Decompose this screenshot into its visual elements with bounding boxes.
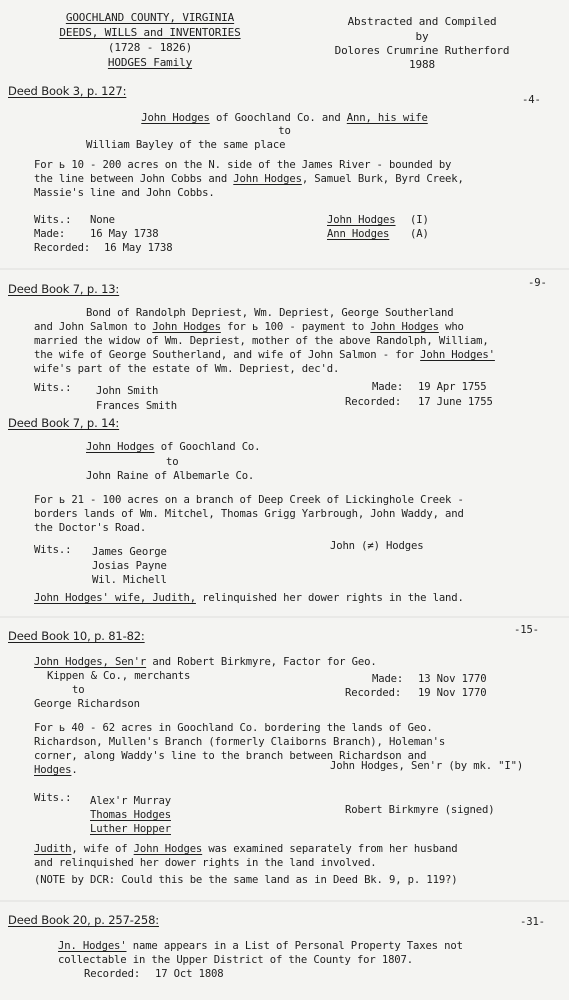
dower-note: and relinquished her dower rights in the land involved. — [34, 857, 377, 869]
entry-strip — [0, 270, 569, 616]
body-line — [34, 173, 464, 186]
text-run: who — [438, 321, 464, 333]
person-name: John Hodges — [86, 441, 155, 453]
grantee-line: John Raine of Albemarle Co. — [86, 470, 255, 482]
text-run: of Goochland Co. — [154, 441, 261, 453]
body-line — [34, 321, 464, 334]
text-run: and John Salmon to — [34, 321, 153, 333]
header-strip — [0, 0, 569, 268]
recorded-date: 17 June 1755 — [418, 396, 493, 408]
person-name: Ann, his wife — [346, 112, 428, 124]
grantee-line: William Bayley of the same place — [86, 139, 286, 151]
text-run: of Goochland Co. and — [209, 112, 347, 124]
compiler-note: (NOTE by DCR: Could this be the same land as in Deed Bk. 9, p. 119?) — [34, 874, 458, 886]
body-line: collectable in the Upper District of the County for 1807. — [58, 954, 413, 966]
entry-strip — [0, 618, 569, 900]
made-date: 16 May 1738 — [90, 228, 159, 240]
text-run: the wife of George Southerland, and wife of John Salmon - for — [34, 349, 421, 361]
witness-name: Luther Hopper — [90, 823, 171, 835]
person-name: John Hodges, Sen'r — [34, 656, 147, 668]
dower-note — [34, 592, 464, 605]
text-run: and Robert Birkmyre, Factor for Geo. — [146, 656, 377, 668]
text-run: relinquished her dower rights in the land. — [195, 592, 464, 604]
witnesses-label: Wits.: — [34, 544, 72, 556]
person-name: Judith — [34, 843, 72, 855]
body-line: For ь 21 - 100 acres on a branch of Deep Creek of Lickinghole Creek - — [34, 494, 464, 506]
body-line: corner, along Waddy's line to the branch between Richardson and — [34, 750, 427, 762]
person-name: John Hodges — [152, 321, 221, 333]
entry-number: -4- — [522, 94, 541, 106]
witness-name: James George — [92, 546, 167, 558]
signature-name: Ann Hodges — [327, 228, 390, 240]
signature-name: John Hodges, Sen'r (by mk. "I") — [330, 760, 524, 772]
signature-name: John Hodges — [327, 214, 396, 226]
entry-number: -31- — [520, 916, 545, 928]
body-line — [58, 940, 463, 953]
person-name: John Hodges' wife, Judith, — [34, 592, 196, 604]
to-word: to — [72, 684, 85, 696]
signature-mark: (A) — [410, 228, 429, 240]
witness-name: John Smith — [96, 385, 159, 397]
witness-name: Josias Payne — [92, 560, 167, 572]
signature-name: John (≠) Hodges — [330, 540, 424, 552]
header-family: HODGES Family — [107, 56, 193, 69]
text-run: , wife of — [71, 843, 134, 855]
body-line: Massie's line and John Cobbs. — [34, 187, 215, 199]
grantor-line: Kippen & Co., merchants — [47, 670, 191, 682]
recorded-label: Recorded: — [84, 968, 141, 980]
body-line: Richardson, Mullen's Branch (formerly Claiborns Branch), Holeman's — [34, 736, 446, 748]
grantee-line: George Richardson — [34, 698, 140, 710]
witness-name: None — [90, 214, 115, 226]
witness-name: Thomas Hodges — [90, 809, 171, 821]
body-line: For ь 10 - 200 acres on the N. side of the James River - bounded by — [34, 159, 452, 171]
witnesses-label: Wits.: — [34, 382, 72, 394]
body-line: the Doctor's Road. — [34, 522, 147, 534]
text-run: , Samuel Burk, Byrd Creek, — [301, 173, 464, 185]
witnesses-label: Wits.: — [34, 214, 72, 226]
body-line — [34, 764, 78, 777]
witness-name: Alex'r Murray — [90, 795, 171, 807]
grantor-line — [34, 656, 377, 669]
witness-name: Frances Smith — [96, 400, 177, 412]
body-line: For ь 40 - 62 acres in Goochland Co. bordering the lands of Geo. — [34, 722, 433, 734]
recorded-date: 19 Nov 1770 — [418, 687, 487, 699]
header-collection: DEEDS, WILLS and INVENTORIES — [59, 26, 241, 39]
header-county: GOOCHLAND COUNTY, VIRGINIA — [65, 11, 235, 24]
header-compiler: Dolores Crumrine Rutherford — [334, 44, 510, 57]
made-date: 19 Apr 1755 — [418, 381, 487, 393]
entry-number: -9- — [528, 277, 547, 289]
person-name: Hodges — [34, 764, 72, 776]
recorded-label: Recorded: — [345, 396, 402, 408]
entry-reference: Deed Book 10, p. 81-82: — [8, 629, 145, 643]
entry-number: -15- — [514, 624, 539, 636]
entry-reference: Deed Book 20, p. 257-258: — [8, 913, 159, 927]
body-line: married the widow of Wm. Depriest, mother of the above Randolph, William, — [34, 335, 489, 347]
made-date: 13 Nov 1770 — [418, 673, 487, 685]
signature-name: Robert Birkmyre (signed) — [345, 804, 495, 816]
entry-reference: Deed Book 3, p. 127: — [8, 84, 127, 98]
header-year: 1988 — [409, 58, 435, 71]
to-word: to — [278, 125, 291, 137]
body-line: borders lands of Wm. Mitchel, Thomas Grigg Yarbrough, John Waddy, and — [34, 508, 464, 520]
to-word: to — [166, 456, 179, 468]
signature-mark: (I) — [410, 214, 429, 226]
header-abstracted: Abstracted and Compiled — [347, 15, 497, 28]
text-run: was examined separately from her husband — [202, 843, 458, 855]
person-name: John Hodges — [133, 843, 203, 855]
text-run: for ь 100 - payment to — [220, 321, 371, 333]
made-label: Made: — [372, 381, 404, 393]
entry-strip — [0, 902, 569, 1000]
body-line — [34, 349, 495, 362]
entry-reference: Deed Book 7, p. 13: — [8, 282, 120, 296]
header-by: by — [415, 30, 429, 43]
text-run: the line between John Cobbs and — [34, 173, 234, 185]
body-line: wife's part of the estate of Wm. Depriest, dec'd. — [34, 363, 340, 375]
made-label: Made: — [372, 673, 404, 685]
header-years: (1728 - 1826) — [107, 41, 193, 54]
made-label: Made: — [34, 228, 66, 240]
recorded-date: 16 May 1738 — [104, 242, 173, 254]
text-run: name appears in a List of Personal Property Taxes not — [126, 940, 463, 952]
witnesses-label: Wits.: — [34, 792, 72, 804]
grantor-line — [86, 441, 260, 454]
person-name: John Hodges — [141, 112, 210, 124]
entry-reference: Deed Book 7, p. 14: — [8, 416, 120, 430]
person-name: Jn. Hodges' — [58, 940, 127, 952]
recorded-date: 17 Oct 1808 — [155, 968, 224, 980]
body-line: Bond of Randolph Depriest, Wm. Depriest, George Southerland — [86, 307, 454, 319]
person-name: John Hodges — [370, 321, 439, 333]
text-run: . — [71, 764, 78, 776]
person-name: John Hodges' — [420, 349, 495, 361]
dower-note — [34, 843, 458, 856]
witness-name: Wil. Michell — [92, 574, 167, 586]
recorded-label: Recorded: — [345, 687, 402, 699]
recorded-label: Recorded: — [34, 242, 91, 254]
person-name: John Hodges — [233, 173, 302, 185]
grantor-line — [0, 112, 569, 125]
